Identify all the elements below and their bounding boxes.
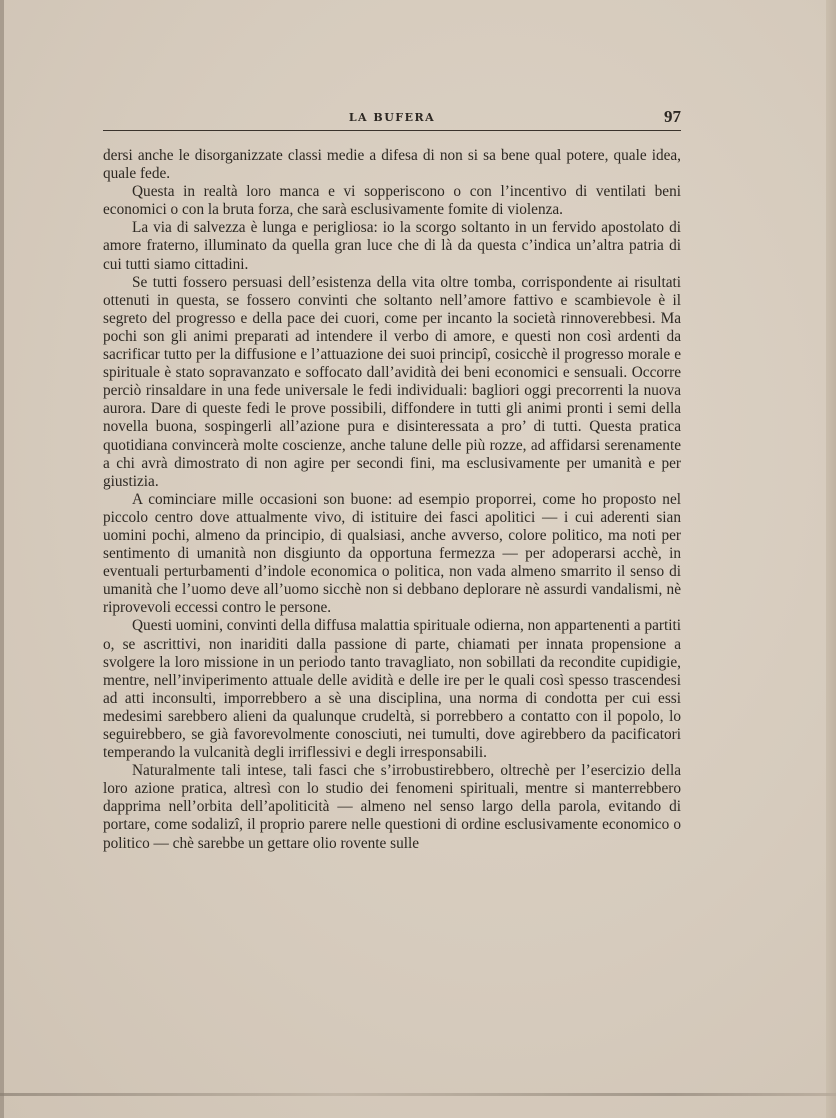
page-left-edge [0,0,4,1118]
paragraph: La via di salvezza è lunga e perigliosa: io la scorgo soltanto in un fervido apostolato di amore fraterno, illuminato da quella gran luce che di là da questa c’indica un’altra patria di cui tutti siamo cittadini. [103,219,681,273]
running-title: LA BUFERA [348,111,436,124]
paragraph: A cominciare mille occasioni son buone: ad esempio proporrei, come ho proposto nel piccolo centro dove attualmente vivo, di istituire dei fasci apolitici — i cui aderenti sian uomini pochi, almeno da principio, di qualsiasi, anche avverso, colore politico, ma noti per sentimento di umanità non disgiunto da opportuna fermezza — per adoperarsi acchè, in eventuali perturbamenti d’indole economica o politica, non vada almeno smarrito il senso di umanità che l’uomo deve all’uomo sicchè non si debbano deplorare nè assurdi vandalismi, nè riprovevoli eccessi contro le persone. [103,490,681,617]
paragraph: dersi anche le disorganizzate classi medie a difesa di non si sa bene qual potere, quale idea, quale fede. [103,147,681,183]
body-text [103,147,681,853]
page-number: 97 [664,107,681,126]
header-rule [103,130,681,131]
page-right-edge [826,0,836,1118]
paragraph: Questi uomini, convinti della diffusa malattia spirituale odierna, non appartenenti a partiti o, se ascrittivi, non inariditi dalla passione di parte, chiamati per innata propensione a svolgere la loro missione in un periodo tanto travagliato, non sobillati da recondite cupidigie, mentre, nell’inviperimento attuale delle avidità e delle ire per le quali così spesso trascendesi ad atti inconsulti, imporrebbero a sè una disciplina, una norma di condotta per cui essi medesimi sarebbero alieni da qualunque crudeltà, si porrebbero a contatto con il popolo, lo seguirebbero, se già favorevolmente conosciuti, nei tumulti, dove agirebbero da pacificatori temperando la vulcanità degli irriflessivi e degli irresponsabili. [103,617,681,762]
running-header [103,108,681,130]
paragraph: Se tutti fossero persuasi dell’esistenza della vita oltre tomba, corrispondente ai risultati ottenuti in questa, se fossero convinti che soltanto nell’amore fattivo e scambievole è il segreto del progresso e della pace dei cuori, come per incanto la società rinnoverebbesi. Ma pochi son gli animi preparati ad intendere il verbo di amore, e questi non così ardenti da sacrificar tutto per la diffusione e l’attuazione dei suoi principî, cosicchè il progresso morale e spirituale è stato sopravanzato e soffocato dall’avidità dei beni economici e sensuali. Occorre perciò rinsaldare in una fede universale le fedi individuali: bagliori oggi precorrenti la nuova aurora. Dare di queste fedi le prove possibili, diffondere in tutti gli animi pronti i semi della novella buona, sospingerli all’azione pura e disinteressata a pro’ di tutti. Questa pratica quotidiana convincerà molte coscienze, anche talune delle più rozze, ad affidarsi serenamente a chi avrà dimostrato di non agire per secondi fini, ma esclusivamente per umanità e per giustizia. [103,273,681,490]
bottom-page-edge [0,1093,836,1096]
paragraph: Naturalmente tali intese, tali fasci che s’irrobustirebbero, oltrechè per l’esercizio della loro azione pratica, altresì con lo studio dei fenomeni spirituali, mentre si manterrebbero dapprima nell’orbita dell’apoliticità — almeno nel senso largo della parola, evitando di portare, come sodalizî, il proprio parere nelle questioni di ordine esclusivamente economico o politico — chè sarebbe un gettare olio rovente sulle [103,762,681,852]
paragraph: Questa in realtà loro manca e vi sopperiscono o con l’incentivo di ventilati beni economici o con la bruta forza, che sarà esclusivamente fomite di violenza. [103,183,681,219]
